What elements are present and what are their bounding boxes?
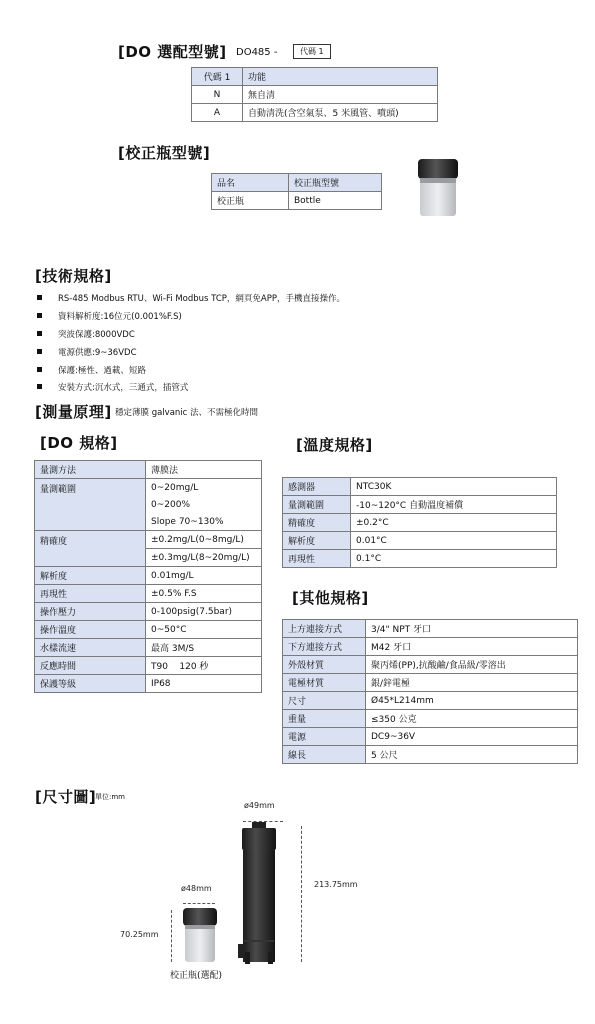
table-row <box>35 639 262 657</box>
do-spec-label: 保護等級 <box>35 675 146 693</box>
temp-spec-label: 量測範圍 <box>283 496 351 514</box>
calib-section-title: [校正瓶型號] <box>118 144 211 162</box>
temp-spec-title: [溫度規格] <box>296 436 373 454</box>
bottle-height-line <box>171 910 172 962</box>
temp-spec-value: 0.01°C <box>351 532 557 550</box>
model-table <box>191 67 438 122</box>
do-spec-label: 反應時間 <box>35 657 146 675</box>
other-spec-table <box>282 619 578 764</box>
bottle-diameter-line <box>183 903 215 904</box>
table-row <box>192 104 438 122</box>
other-spec-title: [其他規格] <box>292 589 369 607</box>
table-row <box>35 479 262 497</box>
table-row <box>35 603 262 621</box>
do-spec-value: 薄膜法 <box>146 461 262 479</box>
table-row <box>212 192 382 210</box>
table-row <box>283 674 578 692</box>
other-spec-value: ≤350 公克 <box>366 710 578 728</box>
model-section-title: [DO 選配型號] <box>118 43 227 61</box>
other-spec-label: 線長 <box>283 746 366 764</box>
table-row <box>283 746 578 764</box>
other-spec-label: 下方連接方式 <box>283 638 366 656</box>
do-spec-label: 量測範圍 <box>35 479 146 531</box>
table-row <box>35 585 262 603</box>
do-spec-label: 解析度 <box>35 567 146 585</box>
do-probe-image <box>232 822 292 968</box>
model-row-code: N <box>192 86 243 104</box>
temp-spec-value: ±0.2°C <box>351 514 557 532</box>
temp-spec-value: -10~120°C 自動溫度補償 <box>351 496 557 514</box>
calib-table <box>211 173 382 210</box>
do-spec-value: ±0.2mg/L(0~8mg/L) <box>146 531 262 549</box>
other-spec-value: 5 公尺 <box>366 746 578 764</box>
table-row <box>283 656 578 674</box>
temp-spec-value: 0.1°C <box>351 550 557 568</box>
temp-spec-label: 精確度 <box>283 514 351 532</box>
table-row <box>35 531 262 549</box>
calib-row-name: 校正瓶 <box>212 192 289 210</box>
do-spec-value: 最高 3M/S <box>146 639 262 657</box>
dimension-section-title: [尺寸圖] <box>35 788 97 806</box>
table-row <box>283 532 557 550</box>
table-row <box>192 86 438 104</box>
other-spec-label: 電源 <box>283 728 366 746</box>
do-spec-label: 操作壓力 <box>35 603 146 621</box>
calib-row-model: Bottle <box>289 192 382 210</box>
do-spec-value: T90 120 秒 <box>146 657 262 675</box>
principle-text: 穩定薄膜 galvanic 法、不需極化時間 <box>115 408 259 418</box>
table-row <box>283 550 557 568</box>
do-spec-label: 精確度 <box>35 531 146 567</box>
table-row <box>35 567 262 585</box>
table-row <box>35 675 262 693</box>
model-code-box: 代碼 1 <box>293 44 331 59</box>
do-spec-title: [DO 規格] <box>40 434 118 452</box>
do-spec-label: 操作溫度 <box>35 621 146 639</box>
do-spec-value: 0~20mg/L <box>146 479 262 497</box>
table-row <box>283 710 578 728</box>
do-spec-value: Slope 70~130% <box>146 513 262 531</box>
dimension-unit: 單位:mm <box>95 793 125 801</box>
do-spec-value: 0~200% <box>146 496 262 513</box>
probe-length-line <box>301 826 302 962</box>
bottle-diameter-label: ø48mm <box>181 884 212 893</box>
tech-section-title: [技術規格] <box>35 267 112 285</box>
do-spec-value: 0~50°C <box>146 621 262 639</box>
list-item: 資料解析度:16位元(0.001%F.S) <box>37 310 182 322</box>
calib-col-model: 校正瓶型號 <box>289 174 382 192</box>
bottle-height-label: 70.25mm <box>120 930 159 939</box>
calibration-bottle-image <box>414 157 462 219</box>
do-spec-value: IP68 <box>146 675 262 693</box>
probe-length-label: 213.75mm <box>314 880 358 889</box>
do-spec-value: ±0.5% F.S <box>146 585 262 603</box>
bottle-dimension-image <box>180 906 220 964</box>
table-row <box>35 657 262 675</box>
other-spec-label: 重量 <box>283 710 366 728</box>
do-spec-value: 0.01mg/L <box>146 567 262 585</box>
table-row <box>283 514 557 532</box>
model-row-func: 無自清 <box>243 86 438 104</box>
model-row-func: 自動清洗(含空氣泵、5 米風管、噴頭) <box>243 104 438 122</box>
table-row <box>283 728 578 746</box>
table-row <box>35 621 262 639</box>
table-row <box>283 478 557 496</box>
bottle-caption: 校正瓶(選配) <box>170 971 223 981</box>
model-row-code: A <box>192 104 243 122</box>
temp-spec-label: 感測器 <box>283 478 351 496</box>
do-spec-label: 量測方法 <box>35 461 146 479</box>
calib-col-name: 品名 <box>212 174 289 192</box>
do-spec-label: 水樣流速 <box>35 639 146 657</box>
table-row <box>283 496 557 514</box>
other-spec-value: DC9~36V <box>366 728 578 746</box>
table-row <box>283 620 578 638</box>
model-col-func: 功能 <box>243 68 438 86</box>
model-col-code: 代碼 1 <box>192 68 243 86</box>
probe-diameter-label: ø49mm <box>244 801 275 810</box>
other-spec-label: 電極材質 <box>283 674 366 692</box>
other-spec-label: 尺寸 <box>283 692 366 710</box>
list-item: RS-485 Modbus RTU、Wi-Fi Modbus TCP，網頁免APP，手機直接操作。 <box>37 292 345 304</box>
do-spec-table <box>34 460 262 693</box>
temp-spec-label: 解析度 <box>283 532 351 550</box>
list-item: 突波保護:8000VDC <box>37 328 135 340</box>
list-item: 電源供應:9~36VDC <box>37 346 137 358</box>
do-spec-value: ±0.3mg/L(8~20mg/L) <box>146 549 262 567</box>
other-spec-value: Ø45*L214mm <box>366 692 578 710</box>
other-spec-value: 銀/鋅電極 <box>366 674 578 692</box>
table-row <box>283 638 578 656</box>
list-item: 保護:極性、過載、短路 <box>37 364 146 376</box>
other-spec-label: 上方連接方式 <box>283 620 366 638</box>
table-row <box>283 692 578 710</box>
principle-section-title: [測量原理] <box>35 403 112 421</box>
do-spec-label: 再現性 <box>35 585 146 603</box>
list-item: 安裝方式:沉水式，三通式，插管式 <box>37 381 188 393</box>
other-spec-value: 3/4" NPT 牙口 <box>366 620 578 638</box>
temp-spec-value: NTC30K <box>351 478 557 496</box>
model-number: DO485 - <box>236 47 278 58</box>
temp-spec-table <box>282 477 557 568</box>
other-spec-label: 外殼材質 <box>283 656 366 674</box>
table-row <box>35 461 262 479</box>
other-spec-value: M42 牙口 <box>366 638 578 656</box>
temp-spec-label: 再現性 <box>283 550 351 568</box>
do-spec-value: 0-100psig(7.5bar) <box>146 603 262 621</box>
other-spec-value: 聚丙烯(PP),抗酸鹼/食品級/零溶出 <box>366 656 578 674</box>
